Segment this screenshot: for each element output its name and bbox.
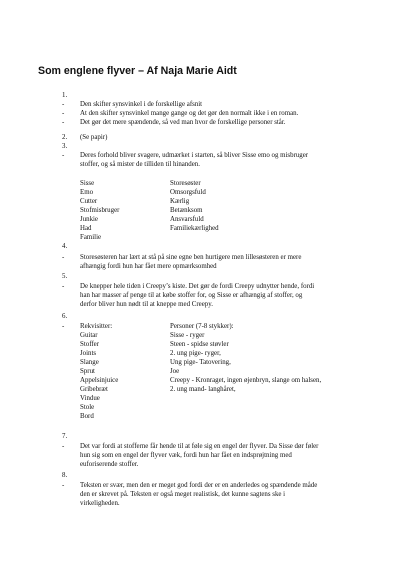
- document-title: Som englene flyver – Af Naja Marie Aidt: [38, 65, 237, 77]
